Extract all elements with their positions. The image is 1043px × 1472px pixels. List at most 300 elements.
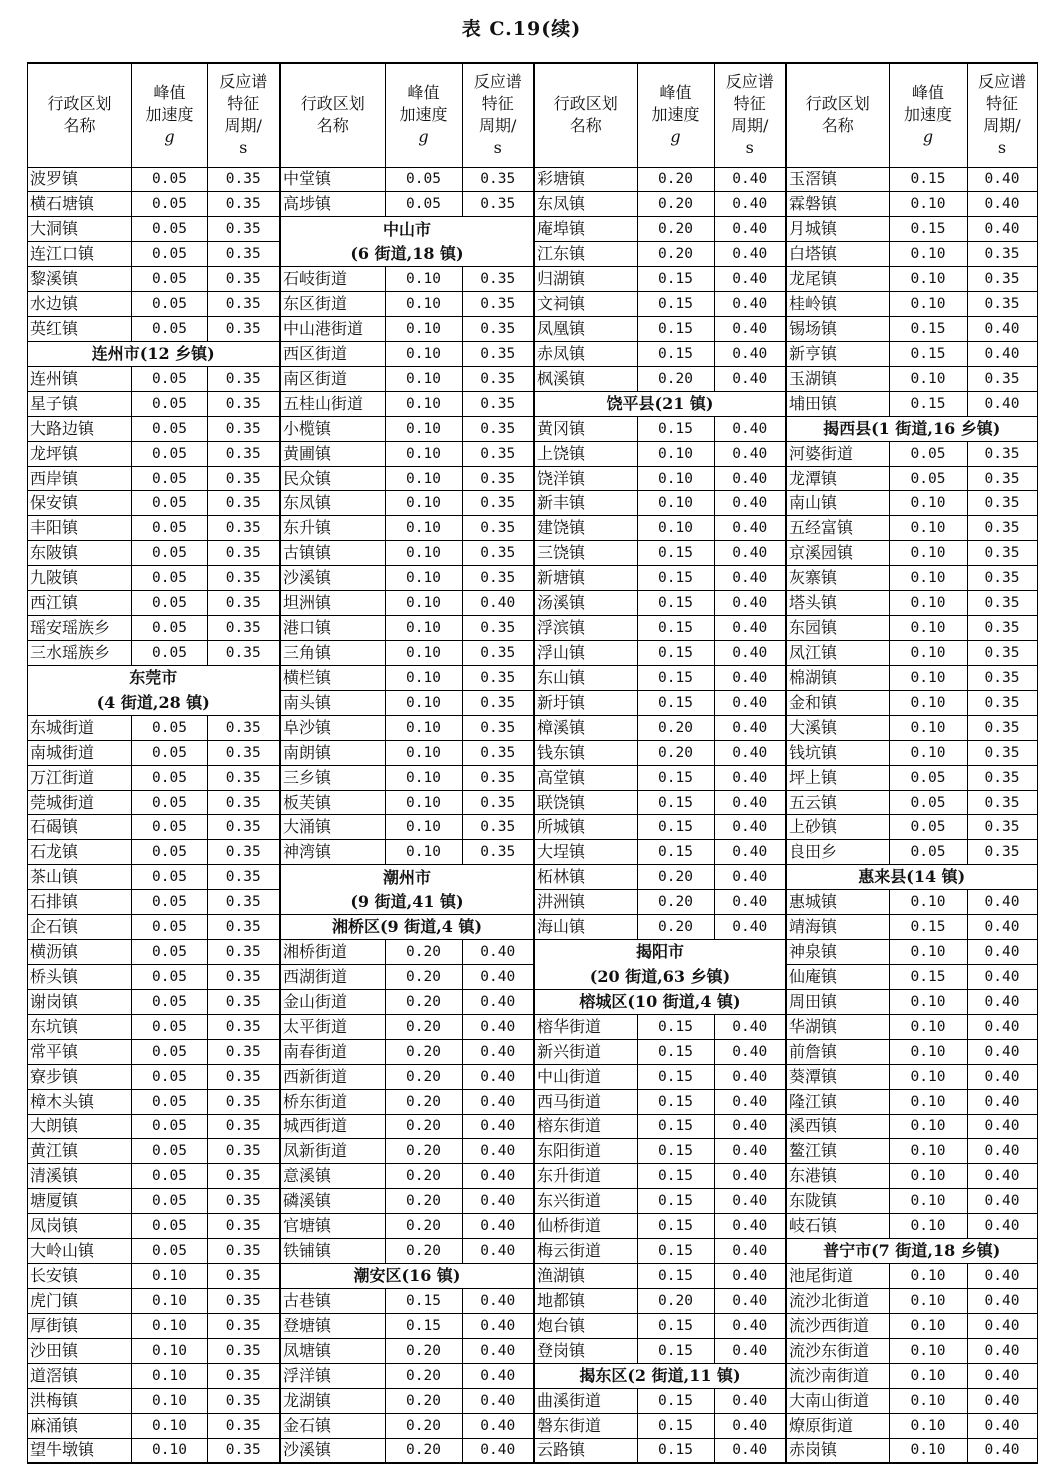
characteristic-period: 0.40	[967, 1114, 1037, 1139]
peak-acceleration: 0.05	[889, 441, 967, 466]
district-name: 九陂镇	[28, 566, 132, 591]
district-name: 前詹镇	[786, 1039, 889, 1064]
section-header-row	[280, 865, 534, 890]
district-table	[533, 62, 787, 1464]
district-name: 沙溪镇	[280, 566, 385, 591]
characteristic-period: 0.35	[208, 541, 280, 566]
peak-acceleration: 0.10	[889, 1363, 967, 1388]
district-name: 古镇镇	[280, 541, 385, 566]
district-name: 沙溪镇	[280, 1438, 385, 1463]
peak-acceleration: 0.05	[132, 1114, 208, 1139]
header-pga: 峰值 加速度 g	[385, 63, 462, 167]
peak-acceleration: 0.10	[889, 292, 967, 317]
characteristic-period: 0.40	[714, 1264, 786, 1289]
district-name: 京溪园镇	[786, 541, 889, 566]
table-row	[534, 1264, 786, 1289]
peak-acceleration: 0.05	[132, 516, 208, 541]
peak-acceleration: 0.20	[385, 1363, 462, 1388]
district-name: 赤凤镇	[534, 341, 637, 366]
characteristic-period: 0.35	[208, 1388, 280, 1413]
district-name: 柘林镇	[534, 865, 637, 890]
table-row	[786, 915, 1037, 940]
table-row	[786, 591, 1037, 616]
table-row	[786, 1288, 1037, 1313]
district-name: 樟木头镇	[28, 1089, 132, 1114]
characteristic-period: 0.35	[967, 840, 1037, 865]
peak-acceleration: 0.10	[889, 1313, 967, 1338]
table-row	[28, 317, 280, 342]
section-header-row	[786, 416, 1037, 441]
peak-acceleration: 0.15	[637, 1214, 714, 1239]
characteristic-period: 0.35	[208, 815, 280, 840]
characteristic-period: 0.35	[967, 665, 1037, 690]
district-table	[27, 62, 281, 1464]
district-name: 东凤镇	[534, 192, 637, 217]
characteristic-period: 0.35	[208, 840, 280, 865]
characteristic-period: 0.35	[208, 989, 280, 1014]
section-title: 潮安区(16 镇)	[280, 1264, 534, 1289]
peak-acceleration: 0.05	[385, 167, 462, 192]
characteristic-period: 0.40	[714, 865, 786, 890]
district-name: 阜沙镇	[280, 715, 385, 740]
characteristic-period: 0.40	[714, 715, 786, 740]
header-name: 行政区划 名称	[786, 63, 889, 167]
table-row	[534, 740, 786, 765]
district-table	[785, 62, 1038, 1464]
district-name: 浮洋镇	[280, 1363, 385, 1388]
peak-acceleration: 0.05	[132, 815, 208, 840]
characteristic-period: 0.35	[967, 242, 1037, 267]
table-row	[534, 1338, 786, 1363]
peak-acceleration: 0.20	[637, 242, 714, 267]
characteristic-period: 0.35	[462, 416, 534, 441]
district-name: 登塘镇	[280, 1313, 385, 1338]
table-row	[28, 765, 280, 790]
table-row	[28, 167, 280, 192]
peak-acceleration: 0.20	[385, 1338, 462, 1363]
table-block-3	[533, 62, 785, 1462]
district-name: 太平街道	[280, 1014, 385, 1039]
table-row	[28, 1288, 280, 1313]
characteristic-period: 0.35	[208, 1064, 280, 1089]
district-name: 流沙西街道	[786, 1313, 889, 1338]
district-name: 黎溪镇	[28, 267, 132, 292]
district-name: 大洞镇	[28, 217, 132, 242]
district-name: 石碣镇	[28, 815, 132, 840]
header-pga: 峰值 加速度 g	[889, 63, 967, 167]
table-row	[534, 541, 786, 566]
characteristic-period: 0.35	[208, 292, 280, 317]
district-name: 仙庵镇	[786, 965, 889, 990]
district-name: 东园镇	[786, 616, 889, 641]
table-block-1	[27, 62, 279, 1462]
table-row	[280, 416, 534, 441]
district-name: 龙尾镇	[786, 267, 889, 292]
table-row	[786, 391, 1037, 416]
peak-acceleration: 0.05	[132, 1214, 208, 1239]
district-name: 五云镇	[786, 790, 889, 815]
characteristic-period: 0.35	[208, 940, 280, 965]
characteristic-period: 0.40	[714, 915, 786, 940]
characteristic-period: 0.40	[714, 1089, 786, 1114]
characteristic-period: 0.35	[462, 466, 534, 491]
characteristic-period: 0.35	[967, 815, 1037, 840]
header-name: 行政区划 名称	[280, 63, 385, 167]
characteristic-period: 0.35	[967, 466, 1037, 491]
peak-acceleration: 0.15	[637, 815, 714, 840]
peak-acceleration: 0.05	[132, 541, 208, 566]
district-name: 西岸镇	[28, 466, 132, 491]
district-name: 锡场镇	[786, 317, 889, 342]
table-row	[786, 541, 1037, 566]
table-row	[280, 167, 534, 192]
characteristic-period: 0.40	[967, 1189, 1037, 1214]
characteristic-period: 0.40	[462, 1164, 534, 1189]
district-name: 港口镇	[280, 616, 385, 641]
district-name: 铁铺镇	[280, 1239, 385, 1264]
section-header-row	[280, 1264, 534, 1289]
table-row	[534, 616, 786, 641]
characteristic-period: 0.35	[462, 541, 534, 566]
table-row	[28, 1089, 280, 1114]
table-row	[534, 690, 786, 715]
district-name: 长安镇	[28, 1264, 132, 1289]
characteristic-period: 0.35	[967, 690, 1037, 715]
district-name: 谢岗镇	[28, 989, 132, 1014]
characteristic-period: 0.40	[714, 242, 786, 267]
table-row	[28, 1438, 280, 1463]
district-name: 新丰镇	[534, 491, 637, 516]
characteristic-period: 0.40	[714, 192, 786, 217]
district-name: 惠城镇	[786, 890, 889, 915]
characteristic-period: 0.40	[714, 1288, 786, 1313]
characteristic-period: 0.40	[714, 840, 786, 865]
district-name: 桥东街道	[280, 1089, 385, 1114]
district-name: 东山镇	[534, 665, 637, 690]
characteristic-period: 0.35	[967, 491, 1037, 516]
table-row	[280, 1214, 534, 1239]
peak-acceleration: 0.20	[637, 890, 714, 915]
characteristic-period: 0.40	[967, 1413, 1037, 1438]
peak-acceleration: 0.20	[385, 965, 462, 990]
table-row	[280, 989, 534, 1014]
peak-acceleration: 0.05	[132, 765, 208, 790]
characteristic-period: 0.35	[208, 715, 280, 740]
district-name: 南春街道	[280, 1039, 385, 1064]
table-row	[534, 267, 786, 292]
table-row	[534, 1239, 786, 1264]
table-row	[786, 1039, 1037, 1064]
peak-acceleration: 0.10	[889, 267, 967, 292]
table-row	[280, 466, 534, 491]
table-row	[280, 1189, 534, 1214]
table-row	[280, 341, 534, 366]
characteristic-period: 0.40	[714, 292, 786, 317]
peak-acceleration: 0.10	[132, 1413, 208, 1438]
characteristic-period: 0.35	[208, 217, 280, 242]
table-row	[534, 915, 786, 940]
characteristic-period: 0.40	[462, 940, 534, 965]
peak-acceleration: 0.05	[889, 840, 967, 865]
header-row	[28, 63, 280, 167]
characteristic-period: 0.40	[714, 491, 786, 516]
peak-acceleration: 0.10	[385, 566, 462, 591]
characteristic-period: 0.40	[714, 267, 786, 292]
characteristic-period: 0.40	[714, 366, 786, 391]
district-name: 意溪镇	[280, 1164, 385, 1189]
characteristic-period: 0.35	[967, 366, 1037, 391]
characteristic-period: 0.35	[967, 566, 1037, 591]
characteristic-period: 0.40	[967, 890, 1037, 915]
peak-acceleration: 0.15	[637, 1089, 714, 1114]
table-row	[28, 1014, 280, 1039]
table-row	[786, 167, 1037, 192]
table-row	[534, 815, 786, 840]
district-name: 河婆街道	[786, 441, 889, 466]
table-row	[534, 865, 786, 890]
table-row	[534, 566, 786, 591]
section-header-row	[534, 391, 786, 416]
district-name: 大岭山镇	[28, 1239, 132, 1264]
district-name: 渔湖镇	[534, 1264, 637, 1289]
characteristic-period: 0.40	[714, 616, 786, 641]
section-title: 东莞市	[28, 665, 280, 690]
characteristic-period: 0.40	[967, 167, 1037, 192]
district-name: 黄江镇	[28, 1139, 132, 1164]
district-name: 凤岗镇	[28, 1214, 132, 1239]
section-title: 普宁市(7 街道,18 乡镇)	[786, 1239, 1037, 1264]
table-row	[786, 641, 1037, 666]
table-row	[786, 665, 1037, 690]
peak-acceleration: 0.10	[889, 491, 967, 516]
table-row	[786, 1214, 1037, 1239]
table-row	[28, 292, 280, 317]
characteristic-period: 0.40	[714, 341, 786, 366]
characteristic-period: 0.40	[967, 1014, 1037, 1039]
peak-acceleration: 0.10	[385, 441, 462, 466]
district-table	[279, 62, 535, 1464]
characteristic-period: 0.35	[967, 516, 1037, 541]
table-row	[786, 1064, 1037, 1089]
peak-acceleration: 0.10	[132, 1388, 208, 1413]
district-name: 凤凰镇	[534, 317, 637, 342]
district-name: 五桂山街道	[280, 391, 385, 416]
header-period: 反应谱 特征 周期/ s	[967, 63, 1037, 167]
peak-acceleration: 0.10	[385, 491, 462, 516]
peak-acceleration: 0.05	[132, 965, 208, 990]
table-row	[28, 267, 280, 292]
district-name: 五经富镇	[786, 516, 889, 541]
table-row	[280, 815, 534, 840]
section-title: (4 街道,28 镇)	[28, 690, 280, 715]
section-title: 揭阳市	[534, 940, 786, 965]
table-row	[28, 1264, 280, 1289]
table-row	[786, 890, 1037, 915]
table-row	[280, 1039, 534, 1064]
peak-acceleration: 0.10	[889, 690, 967, 715]
table-row	[280, 940, 534, 965]
characteristic-period: 0.35	[208, 1139, 280, 1164]
table-row	[534, 441, 786, 466]
peak-acceleration: 0.20	[385, 1114, 462, 1139]
characteristic-period: 0.40	[462, 1214, 534, 1239]
characteristic-period: 0.35	[208, 641, 280, 666]
section-header-row	[534, 965, 786, 990]
table-row	[786, 815, 1037, 840]
characteristic-period: 0.40	[462, 1189, 534, 1214]
characteristic-period: 0.40	[714, 566, 786, 591]
characteristic-period: 0.40	[462, 1313, 534, 1338]
table-row	[280, 267, 534, 292]
district-name: 大涌镇	[280, 815, 385, 840]
header-row	[280, 63, 534, 167]
characteristic-period: 0.35	[208, 1264, 280, 1289]
district-name: 灰寨镇	[786, 566, 889, 591]
peak-acceleration: 0.15	[637, 1413, 714, 1438]
peak-acceleration: 0.10	[889, 192, 967, 217]
district-name: 凤新街道	[280, 1139, 385, 1164]
table-row	[28, 1413, 280, 1438]
table-row	[786, 366, 1037, 391]
peak-acceleration: 0.05	[132, 940, 208, 965]
characteristic-period: 0.35	[462, 391, 534, 416]
peak-acceleration: 0.05	[132, 217, 208, 242]
district-name: 波罗镇	[28, 167, 132, 192]
table-row	[280, 1239, 534, 1264]
peak-acceleration: 0.15	[637, 317, 714, 342]
district-name: 黄圃镇	[280, 441, 385, 466]
peak-acceleration: 0.15	[637, 1189, 714, 1214]
table-row	[534, 1288, 786, 1313]
peak-acceleration: 0.10	[385, 665, 462, 690]
district-name: 横栏镇	[280, 665, 385, 690]
section-header-row	[280, 242, 534, 267]
table-row	[786, 790, 1037, 815]
table-row	[786, 1014, 1037, 1039]
peak-acceleration: 0.05	[889, 765, 967, 790]
table-row	[28, 1363, 280, 1388]
peak-acceleration: 0.05	[132, 267, 208, 292]
characteristic-period: 0.40	[967, 391, 1037, 416]
characteristic-period: 0.40	[462, 1363, 534, 1388]
district-name: 城西街道	[280, 1114, 385, 1139]
table-row	[28, 1064, 280, 1089]
section-title: 惠来县(14 镇)	[786, 865, 1037, 890]
district-name: 良田乡	[786, 840, 889, 865]
peak-acceleration: 0.10	[132, 1363, 208, 1388]
characteristic-period: 0.40	[462, 1239, 534, 1264]
peak-acceleration: 0.20	[637, 1288, 714, 1313]
district-name: 曲溪街道	[534, 1388, 637, 1413]
characteristic-period: 0.35	[462, 516, 534, 541]
table-row	[786, 765, 1037, 790]
district-name: 南山镇	[786, 491, 889, 516]
peak-acceleration: 0.15	[637, 1039, 714, 1064]
district-name: 桥头镇	[28, 965, 132, 990]
characteristic-period: 0.40	[967, 1338, 1037, 1363]
table-row	[280, 541, 534, 566]
district-name: 中山港街道	[280, 317, 385, 342]
characteristic-period: 0.40	[462, 989, 534, 1014]
characteristic-period: 0.40	[967, 1264, 1037, 1289]
peak-acceleration: 0.05	[132, 641, 208, 666]
peak-acceleration: 0.10	[385, 341, 462, 366]
characteristic-period: 0.40	[714, 591, 786, 616]
district-name: 东升街道	[534, 1164, 637, 1189]
district-name: 饶洋镇	[534, 466, 637, 491]
table-row	[28, 366, 280, 391]
peak-acceleration: 0.10	[637, 491, 714, 516]
district-name: 月城镇	[786, 217, 889, 242]
characteristic-period: 0.35	[462, 665, 534, 690]
peak-acceleration: 0.20	[385, 1189, 462, 1214]
characteristic-period: 0.35	[967, 292, 1037, 317]
peak-acceleration: 0.05	[132, 391, 208, 416]
district-name: 西区街道	[280, 341, 385, 366]
peak-acceleration: 0.10	[889, 541, 967, 566]
district-name: 华湖镇	[786, 1014, 889, 1039]
section-header-row	[534, 1363, 786, 1388]
peak-acceleration: 0.20	[385, 1039, 462, 1064]
district-name: 西江镇	[28, 591, 132, 616]
table-row	[28, 416, 280, 441]
district-name: 南头镇	[280, 690, 385, 715]
district-name: 石龙镇	[28, 840, 132, 865]
table-row	[28, 840, 280, 865]
peak-acceleration: 0.10	[889, 890, 967, 915]
table-row	[786, 1189, 1037, 1214]
characteristic-period: 0.40	[714, 516, 786, 541]
characteristic-period: 0.40	[967, 1139, 1037, 1164]
peak-acceleration: 0.05	[385, 192, 462, 217]
table-row	[786, 1438, 1037, 1463]
characteristic-period: 0.40	[967, 1164, 1037, 1189]
peak-acceleration: 0.15	[637, 641, 714, 666]
characteristic-period: 0.35	[208, 616, 280, 641]
district-name: 东升镇	[280, 516, 385, 541]
section-title: 连州市(12 乡镇)	[28, 341, 280, 366]
peak-acceleration: 0.20	[385, 989, 462, 1014]
header-pga: 峰值 加速度 g	[637, 63, 714, 167]
peak-acceleration: 0.20	[637, 167, 714, 192]
table-row	[534, 192, 786, 217]
district-name: 玉滘镇	[786, 167, 889, 192]
peak-acceleration: 0.15	[637, 1014, 714, 1039]
district-name: 横石塘镇	[28, 192, 132, 217]
table-row	[786, 192, 1037, 217]
peak-acceleration: 0.15	[637, 341, 714, 366]
peak-acceleration: 0.15	[637, 1313, 714, 1338]
district-name: 玉湖镇	[786, 366, 889, 391]
characteristic-period: 0.35	[208, 1189, 280, 1214]
peak-acceleration: 0.05	[132, 1039, 208, 1064]
characteristic-period: 0.40	[714, 1388, 786, 1413]
characteristic-period: 0.35	[208, 416, 280, 441]
district-name: 凤江镇	[786, 641, 889, 666]
table-row	[28, 566, 280, 591]
characteristic-period: 0.40	[714, 441, 786, 466]
district-name: 龙湖镇	[280, 1388, 385, 1413]
characteristic-period: 0.35	[462, 566, 534, 591]
district-name: 神泉镇	[786, 940, 889, 965]
characteristic-period: 0.40	[967, 341, 1037, 366]
district-name: 瑶安瑶族乡	[28, 616, 132, 641]
characteristic-period: 0.35	[462, 815, 534, 840]
table-row	[280, 192, 534, 217]
district-name: 隆江镇	[786, 1089, 889, 1114]
table-row	[28, 1239, 280, 1264]
table-row	[28, 516, 280, 541]
